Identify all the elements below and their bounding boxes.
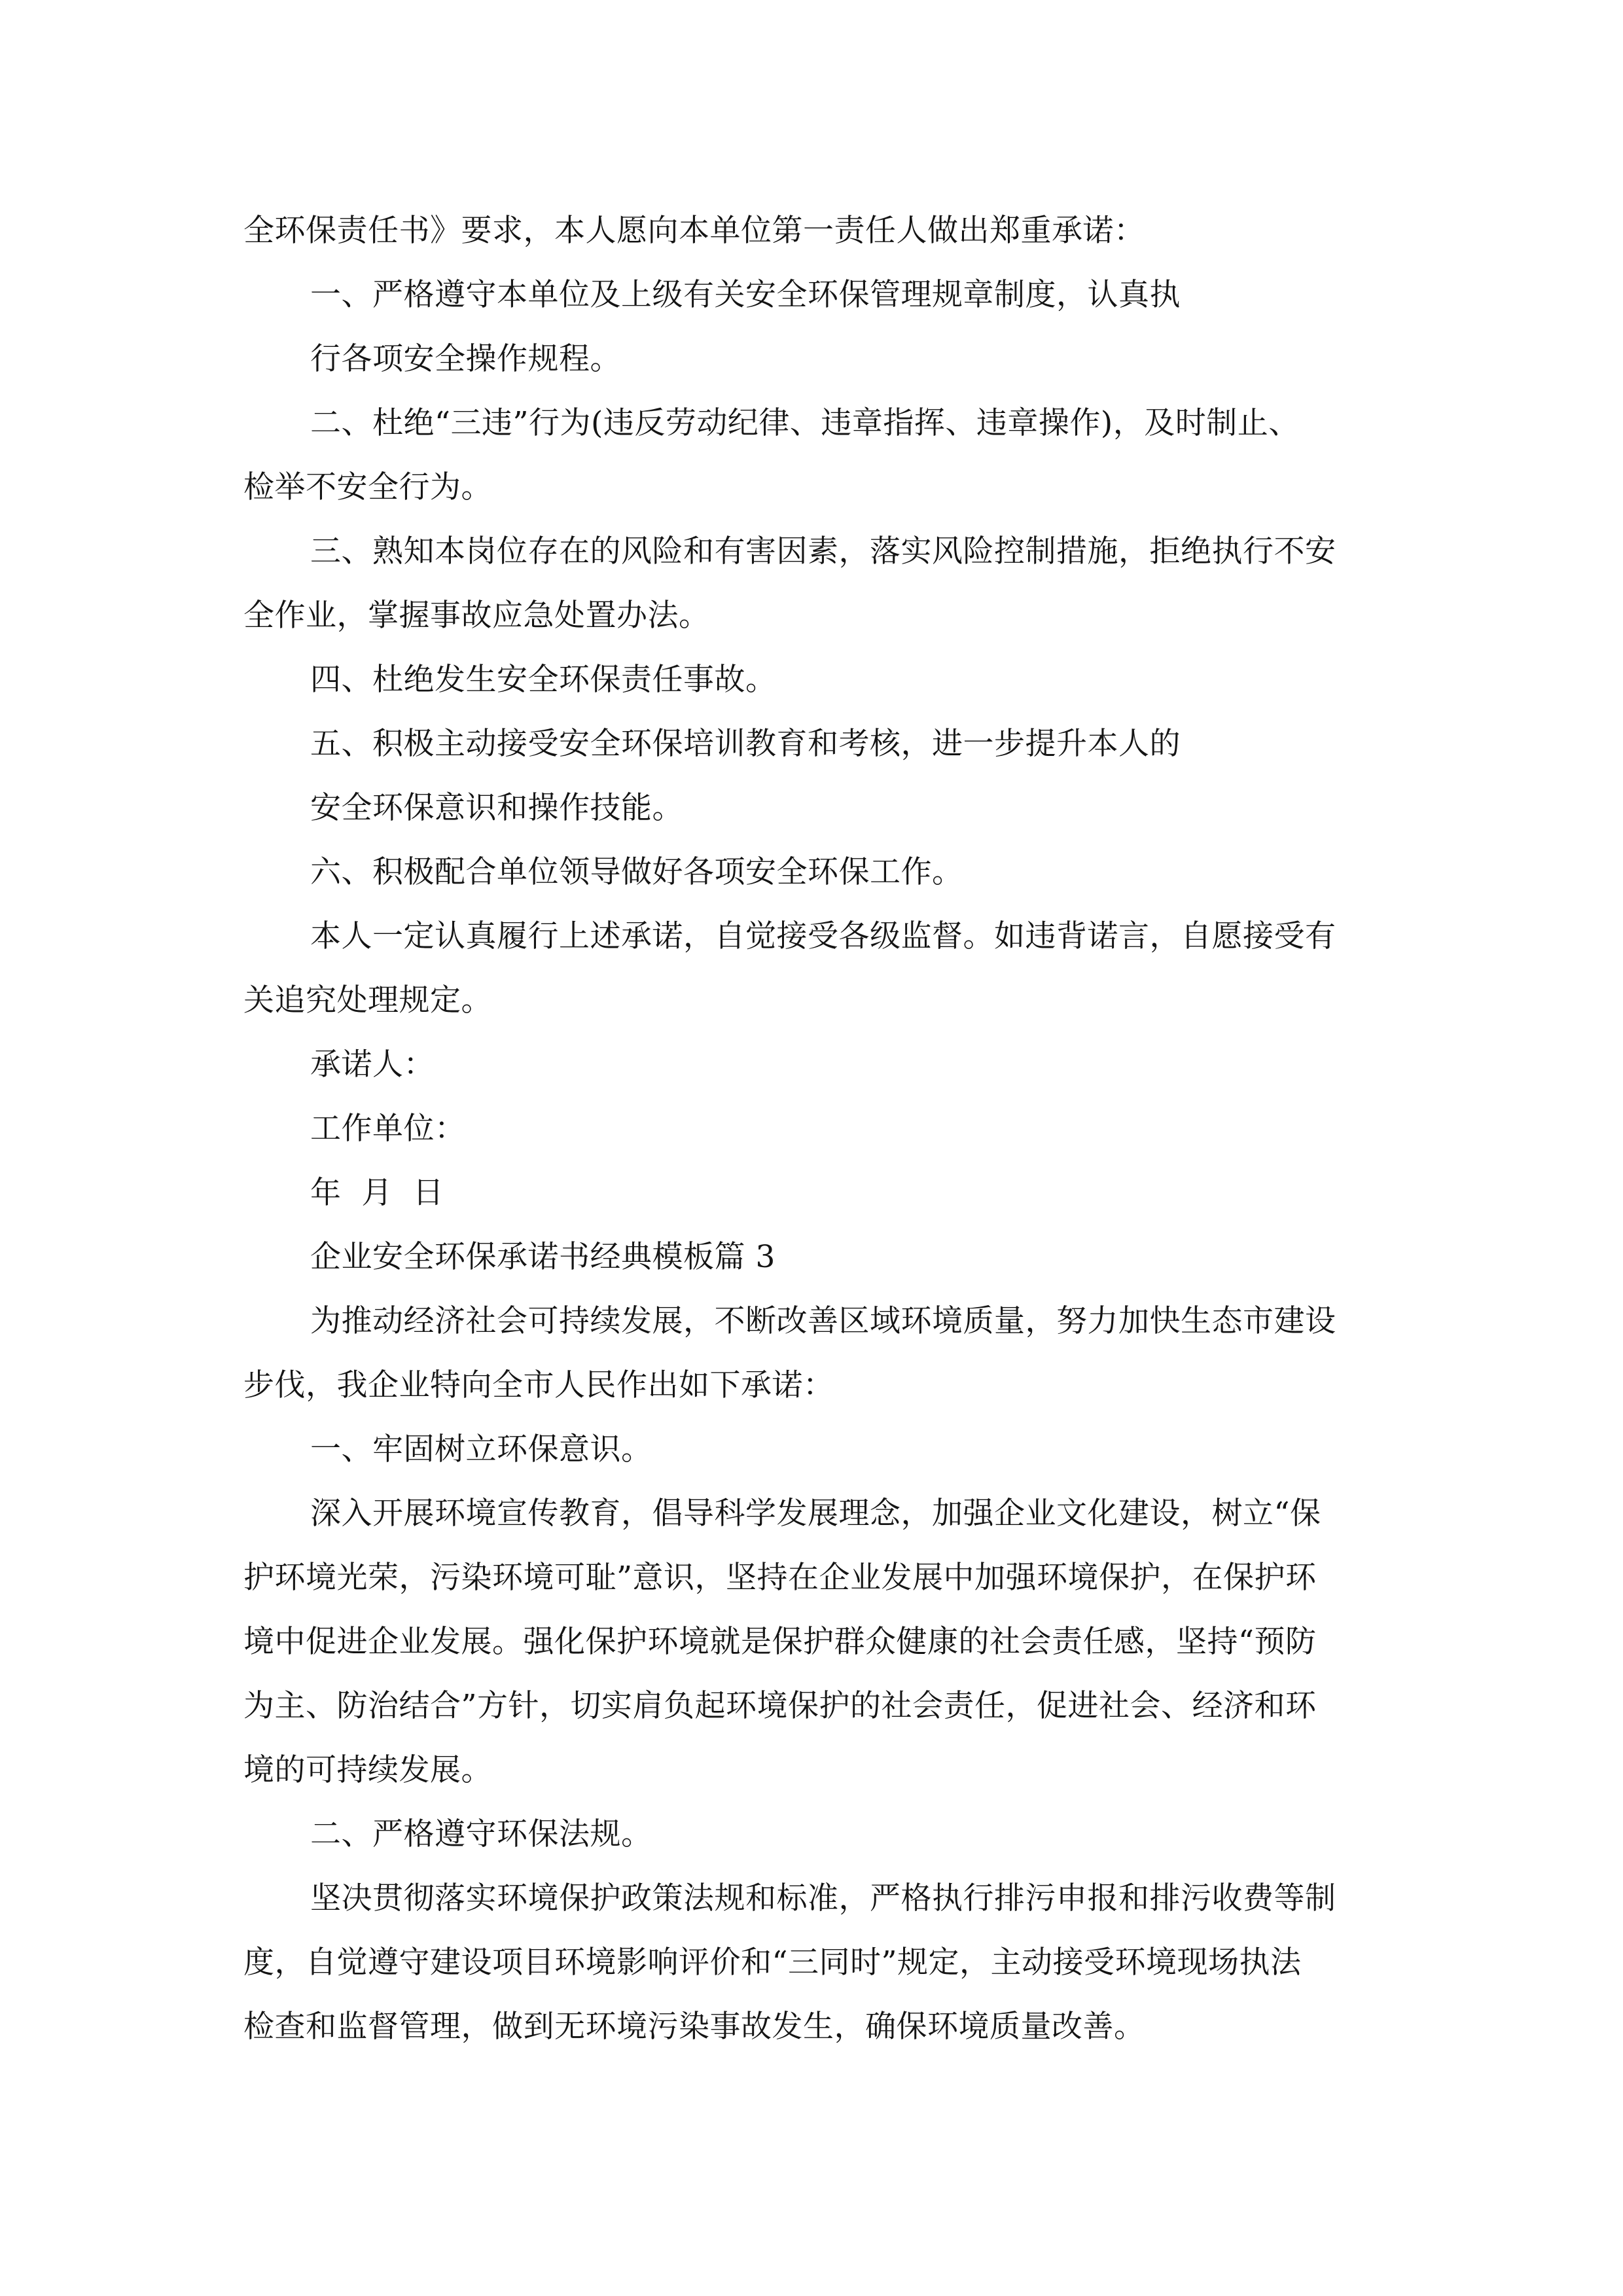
signature-label: 承诺人： xyxy=(310,1047,435,1083)
text-line: 二、严格遵守环保法规。 xyxy=(310,1816,652,1852)
text-line: 度，自觉遵守建设项目环境影响评价和“三同时”规定，主动接受环境现场执法 xyxy=(243,1945,1302,1981)
text-line: 二、杜绝“三违”行为(违反劳动纪律、违章指挥、违章操作)，及时制止、 xyxy=(310,405,1300,441)
text-line: 一、严格遵守本单位及上级有关安全环保管理规章制度，认真执 xyxy=(310,277,1181,313)
text-line: 本人一定认真履行上述承诺，自觉接受各级监督。如违背诺言，自愿接受有 xyxy=(310,918,1336,954)
text-line: 六、积极配合单位领导做好各项安全环保工作。 xyxy=(310,854,963,890)
text-line: 一、牢固树立环保意识。 xyxy=(310,1431,652,1467)
document-body xyxy=(243,199,1389,2059)
text-line: 行各项安全操作规程。 xyxy=(310,341,621,377)
text-line: 为主、防治结合”方针，切实肩负起环境保护的社会责任，促进社会、经济和环 xyxy=(243,1688,1317,1724)
date-label: 年 月 日 xyxy=(310,1175,444,1211)
text-line: 四、杜绝发生安全环保责任事故。 xyxy=(310,662,777,698)
text-line: 检举不安全行为。 xyxy=(243,469,492,505)
text-line: 为推动经济社会可持续发展，不断改善区域环境质量，努力加快生态市建设 xyxy=(310,1303,1336,1339)
text-line: 全环保责任书》要求，本人愿向本单位第一责任人做出郑重承诺： xyxy=(243,213,1145,249)
text-line: 全作业，掌握事故应急处置办法。 xyxy=(243,598,710,634)
text-line: 五、积极主动接受安全环保培训教育和考核，进一步提升本人的 xyxy=(310,726,1181,762)
text-line: 三、熟知本岗位存在的风险和有害因素，落实风险控制措施，拒绝执行不安 xyxy=(310,533,1336,569)
text-line: 境中促进企业发展。强化保护环境就是保护群众健康的社会责任感，坚持“预防 xyxy=(243,1624,1317,1660)
text-line: 检查和监督管理，做到无环境污染事故发生，确保环境质量改善。 xyxy=(243,2009,1145,2045)
work-unit-label: 工作单位： xyxy=(310,1111,466,1147)
text-line: 关追究处理规定。 xyxy=(243,982,492,1018)
text-line: 护环境光荣，污染环境可耻”意识，坚持在企业发展中加强环境保护，在保护环 xyxy=(243,1560,1317,1596)
text-line: 安全环保意识和操作技能。 xyxy=(310,790,683,826)
text-line: 步伐，我企业特向全市人民作出如下承诺： xyxy=(243,1367,834,1403)
text-line: 坚决贯彻落实环境保护政策法规和标准，严格执行排污申报和排污收费等制 xyxy=(310,1880,1336,1916)
text-line: 深入开展环境宣传教育，倡导科学发展理念，加强企业文化建设，树立“保 xyxy=(310,1496,1321,1532)
section-heading: 企业安全环保承诺书经典模板篇 3 xyxy=(310,1239,776,1275)
text-line: 境的可持续发展。 xyxy=(243,1752,492,1788)
